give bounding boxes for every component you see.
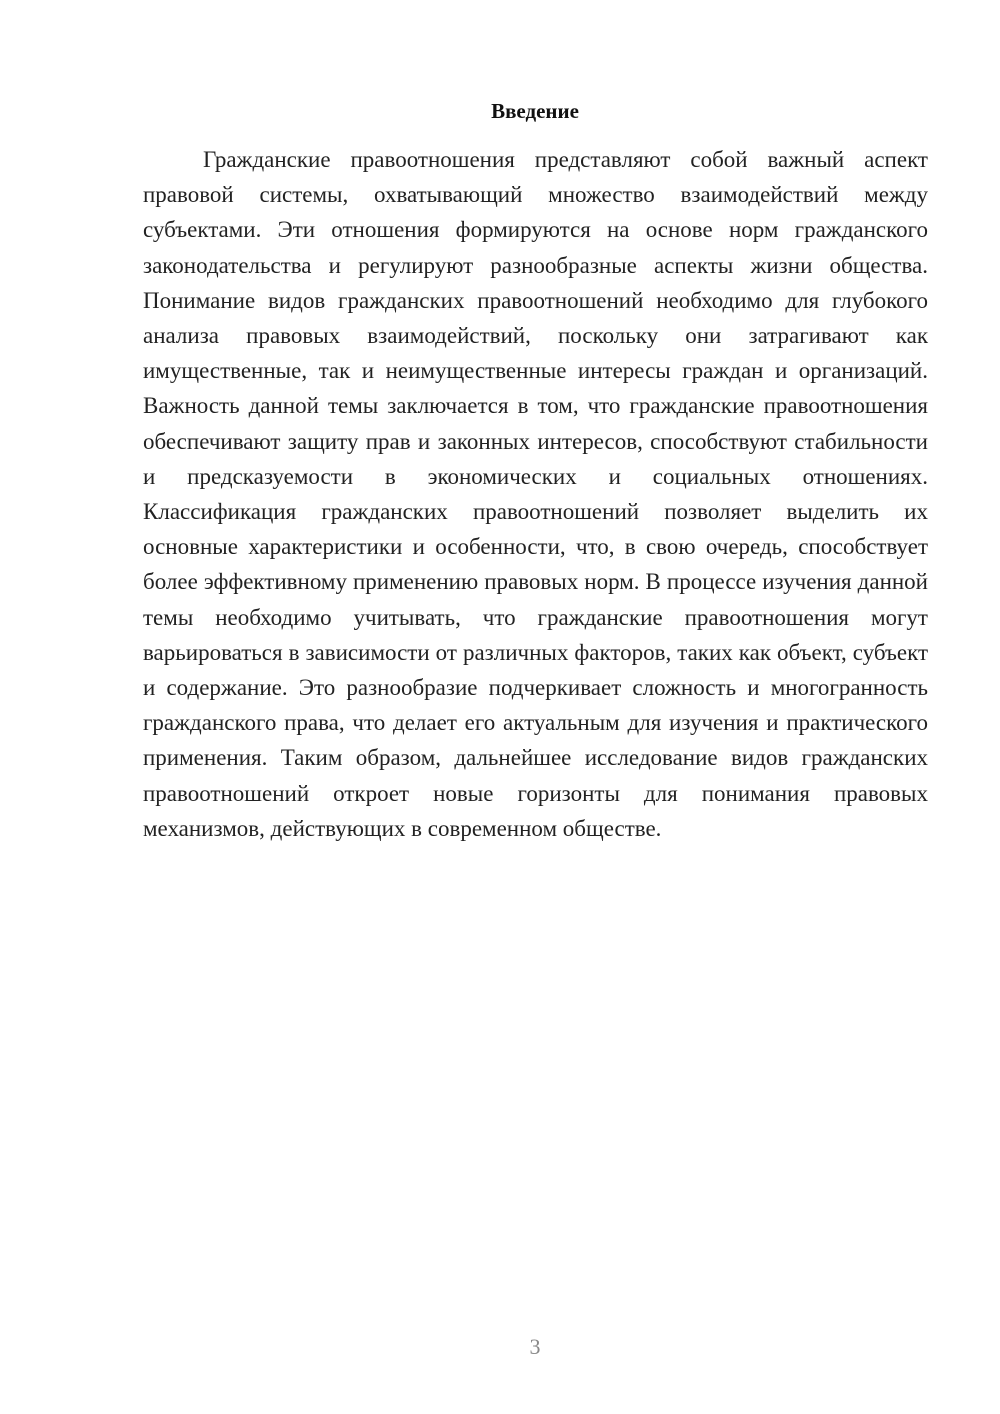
page-number: 3 [529, 1334, 541, 1359]
body-paragraph: Гражданские правоотношения представляют собой важный аспект правовой системы, охватывающий множество взаимодействий между субъектами. Эти отношения формируются на основе норм гражданского законодательства и регулируют разнообразные аспекты жизни общества. Понимание видов гражданских правоотношений необходимо для глубокого анализа правовых взаимодействий, поскольку они затрагивают как имущественные, так и неимущественные интересы граждан и организаций. Важность данной темы заключается в том, что гражданские правоотношения обеспечивают защиту прав и законных интересов, способствуют стабильности и предсказуемости в экономических и социальных отношениях. Классификация гражданских правоотношений позволяет выделить их основные характеристики и особенности, что, в свою очередь, способствует более эффективному применению правовых норм. В процессе изучения данной темы необходимо учитывать, что гражданские правоотношения могут варьироваться в зависимости от различных факторов, таких как объект, субъект и содержание. Это разнообразие подчеркивает сложность и многогранность гражданского права, что делает его актуальным для изучения и практического применения. Таким образом, дальнейшее исследование видов гражданских правоотношений откроет новые горизонты для понимания правовых механизмов, действующих в современном обществе. [143, 147, 928, 841]
section-heading: Введение [491, 99, 579, 123]
